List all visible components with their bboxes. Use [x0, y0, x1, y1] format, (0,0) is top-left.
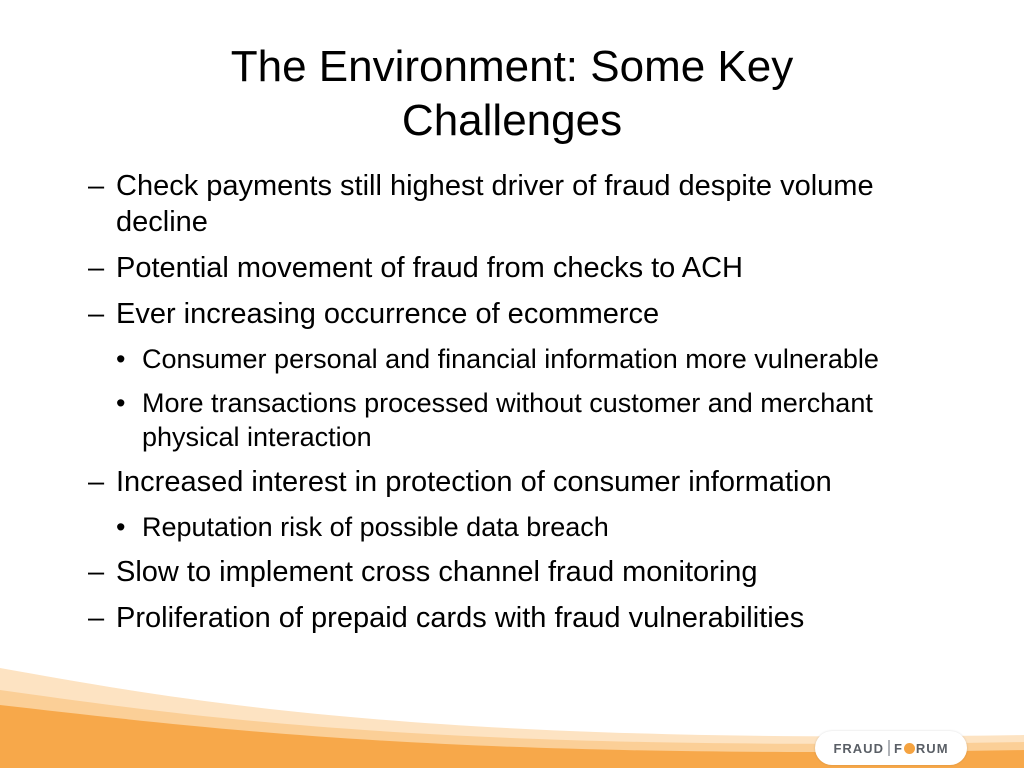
logo-text-fraud: FRAUD — [833, 740, 884, 756]
item-text: Consumer personal and financial information more vulnerable — [142, 344, 879, 374]
list-item — [88, 554, 948, 590]
dash-marker: – — [88, 170, 105, 202]
slide-title — [0, 40, 1024, 148]
item-text: Reputation risk of possible data breach — [142, 512, 609, 542]
dash-marker: – — [88, 602, 105, 634]
item-text: Check payments still highest driver of fraud despite volume decline — [116, 170, 874, 238]
dash-marker: – — [88, 298, 105, 330]
sub-list-item — [114, 386, 948, 454]
dash-marker: – — [88, 252, 105, 284]
title-line: The Environment: Some Key — [230, 42, 794, 91]
dash-marker: – — [88, 556, 105, 588]
bullet-marker: • — [116, 388, 126, 418]
logo-text-rum: RUM — [915, 740, 949, 756]
bullet-list — [88, 168, 948, 646]
sub-list-item — [114, 342, 948, 376]
logo-f: F — [893, 740, 903, 756]
sub-list-item — [114, 510, 948, 544]
item-text: Potential movement of fraud from checks to ACH — [116, 252, 743, 284]
list-item — [88, 250, 948, 286]
item-text: Ever increasing occurrence of ecommerce — [116, 298, 660, 330]
fraud-forum-logo — [815, 731, 967, 765]
list-item — [88, 296, 948, 332]
item-text: Increased interest in protection of consumer information — [116, 466, 832, 498]
bullet-marker: • — [116, 512, 126, 542]
logo-o-dot-icon — [904, 743, 915, 754]
bullet-marker: • — [116, 344, 126, 374]
title-line: Challenges — [401, 96, 623, 145]
item-text: More transactions processed without customer and merchant physical interaction — [142, 388, 873, 452]
list-item — [88, 464, 948, 500]
logo-divider — [888, 740, 890, 756]
dash-marker: – — [88, 466, 105, 498]
item-text: Slow to implement cross channel fraud monitoring — [116, 556, 758, 588]
item-text: Proliferation of prepaid cards with fraud vulnerabilities — [116, 602, 805, 634]
list-item — [88, 168, 948, 240]
list-item — [88, 600, 948, 636]
